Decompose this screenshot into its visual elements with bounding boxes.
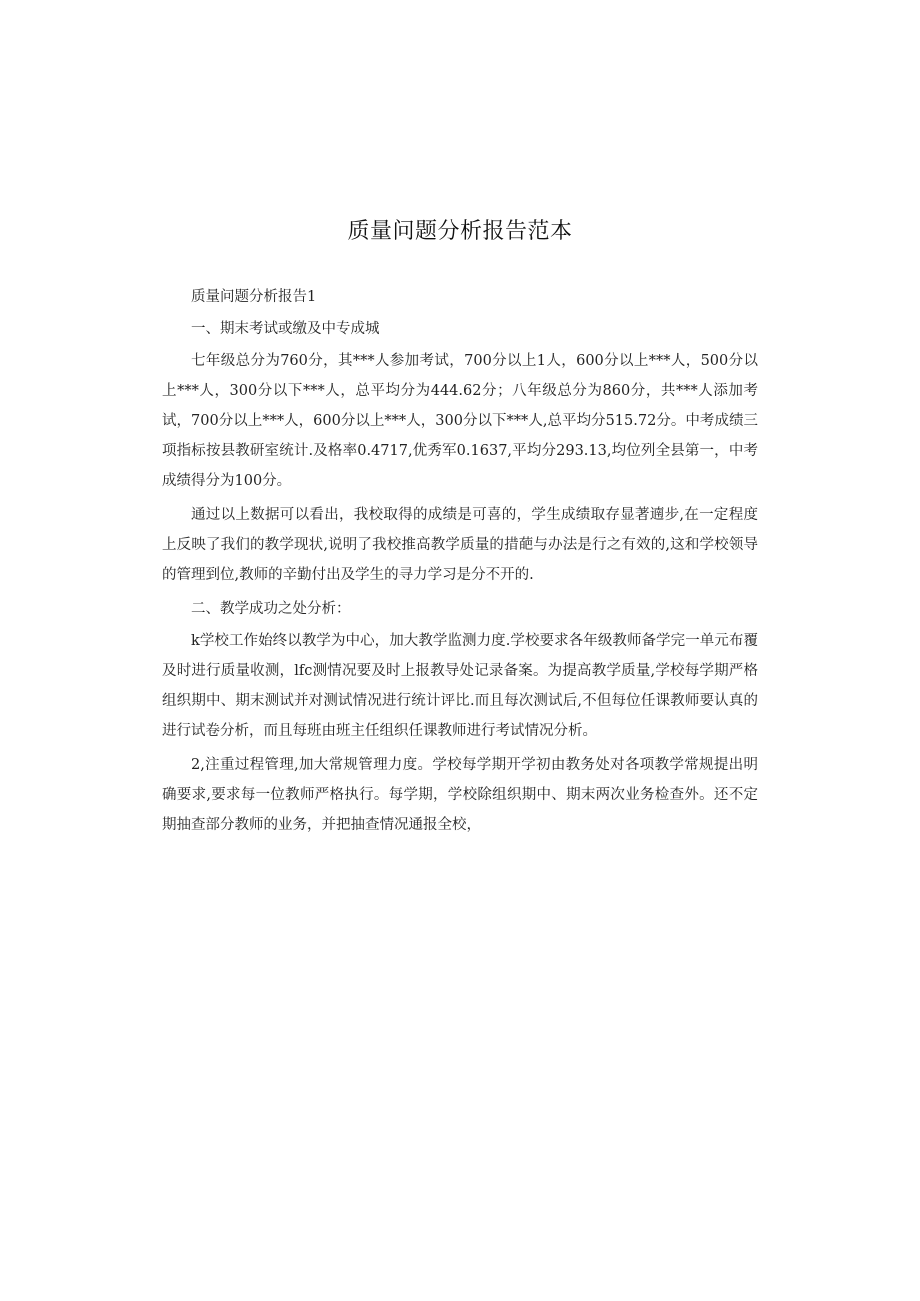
paragraph-point-1: k学校工作始终以教学为中心，加大教学监测力度.学校要求各年级教师备学完一单元布覆及时进行质量收测，lfc测情况要及时上报教导处记录备案。为提高教学质量,学校每学期严格组织期中、期末测试并对测试情况进行统计评比.而且每次测试后,不但每位任课教师要认真的进行试卷分析，而且每班由班主任组织任课教师进行考试情况分析。 xyxy=(162,633,758,739)
section-heading-2: 二、教学成功之处分析： xyxy=(191,601,351,617)
paragraph-scores: 七年级总分为760分，其***人参加考试，700分以上1人，600分以上***人，500分以上***人，300分以下***人，总平均分为444.62分；八年级总分为860分，共***人添加考试，700分以上***人，600分以上***人，300分以下***人,总平均分515.72分。中考成绩三项指标按县教研室统计.及格率0.4717,优秀军0.1637,平均分293.13,均位列全县第一，中考成绩得分为100分。 xyxy=(162,353,758,489)
document-body xyxy=(162,282,758,844)
paragraph-point-2: 2,注重过程管理,加大常规管理力度。学校每学期开学初由教务处对各项教学常规提出明确要求,要求每一位教师严格执行。每学期，学校除组织期中、期末两次业务检查外。还不定期抽查部分教师的业务，并把抽查情况通报全校， xyxy=(162,757,758,833)
paragraph-analysis: 通过以上数据可以看出，我校取得的成绩是可喜的，学生成绩取存显著遖步,在一定程度上反映了我们的教学现状,说明了我校推高教学质量的措葩与办法是行之有效的,这和学校领导的管理到位,教师的辛勤付出及学生的寻力学习是分不开的. xyxy=(162,507,758,583)
document-title: 质量问题分析报告范本 xyxy=(347,219,573,244)
report-subtitle: 质量问题分析报告1 xyxy=(191,289,317,305)
section-heading-1: 一、期末考试或缴及中专成城 xyxy=(191,321,380,337)
